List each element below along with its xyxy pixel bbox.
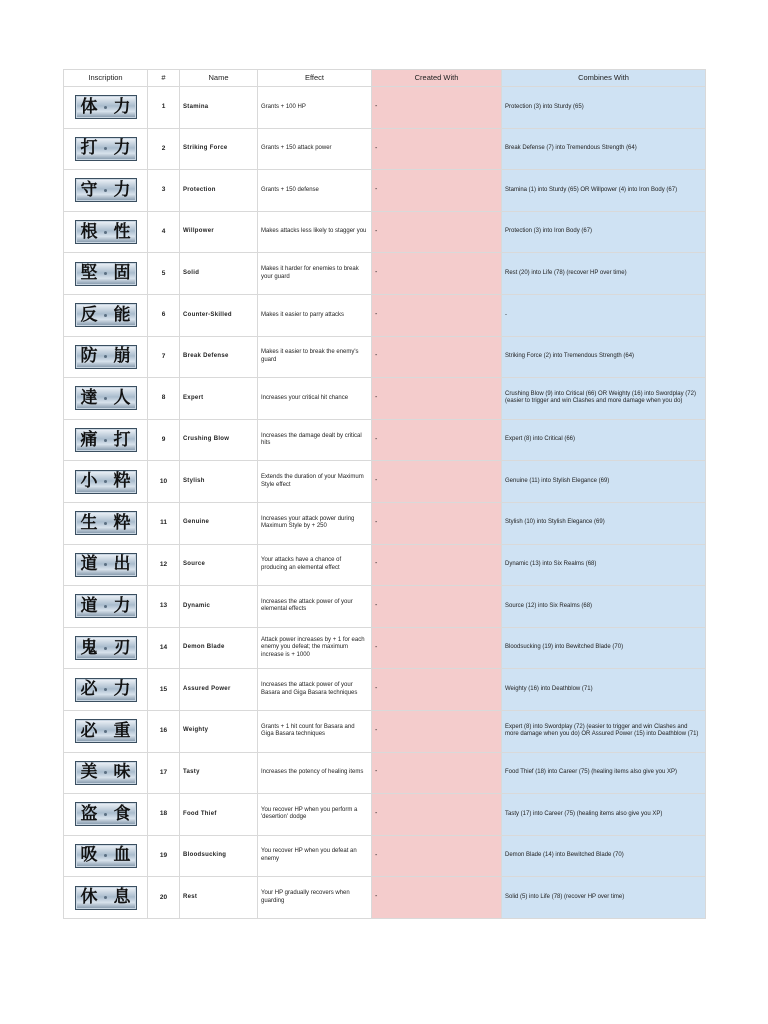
plate-dot xyxy=(104,522,107,525)
inscription-kanji-1: 生 xyxy=(80,512,98,533)
inscription-kanji-1: 守 xyxy=(80,179,98,200)
inscription-plate xyxy=(75,386,137,410)
row-number: 11 xyxy=(148,502,180,544)
inscription-cell xyxy=(64,835,148,877)
row-created-with: - xyxy=(372,461,502,503)
inscription-kanji-1: 吸 xyxy=(80,845,98,866)
inscription-cell xyxy=(64,752,148,794)
plate-dot xyxy=(104,688,107,691)
row-created-with: - xyxy=(372,794,502,836)
row-effect: Grants + 150 defense xyxy=(258,170,372,212)
inscription-cell xyxy=(64,170,148,212)
row-number: 7 xyxy=(148,336,180,378)
row-created-with: - xyxy=(372,835,502,877)
header-combines-with: Combines With xyxy=(502,70,706,87)
row-combines-with: Solid (5) into Life (78) (recover HP over time) xyxy=(502,877,706,919)
table-row xyxy=(64,627,706,669)
row-created-with: - xyxy=(372,627,502,669)
row-created-with: - xyxy=(372,586,502,628)
row-number: 9 xyxy=(148,419,180,461)
header-number: # xyxy=(148,70,180,87)
row-number: 5 xyxy=(148,253,180,295)
plate-dot xyxy=(104,771,107,774)
inscription-kanji-1: 盗 xyxy=(80,803,98,824)
table-row xyxy=(64,586,706,628)
table-row xyxy=(64,170,706,212)
row-number: 20 xyxy=(148,877,180,919)
row-combines-with: Protection (3) into Sturdy (65) xyxy=(502,87,706,129)
row-effect: You recover HP when you perform a 'desertion' dodge xyxy=(258,794,372,836)
row-name: Counter-Skilled xyxy=(180,294,258,336)
row-name: Protection xyxy=(180,170,258,212)
inscription-kanji-2: 粋 xyxy=(113,512,131,533)
row-created-with: - xyxy=(372,752,502,794)
inscription-plate xyxy=(75,345,137,369)
row-number: 2 xyxy=(148,128,180,170)
row-name: Dynamic xyxy=(180,586,258,628)
row-effect: Your attacks have a chance of producing an elemental effect xyxy=(258,544,372,586)
plate-dot xyxy=(104,189,107,192)
table-row xyxy=(64,128,706,170)
plate-dot xyxy=(104,231,107,234)
row-combines-with: Protection (3) into Iron Body (67) xyxy=(502,211,706,253)
inscription-kanji-2: 出 xyxy=(113,554,131,575)
row-effect: Extends the duration of your Maximum Style effect xyxy=(258,461,372,503)
row-effect: Makes it easier to break the enemy's guard xyxy=(258,336,372,378)
inscription-kanji-2: 能 xyxy=(113,304,131,325)
inscription-plate xyxy=(75,511,137,535)
row-combines-with: Expert (8) into Critical (66) xyxy=(502,419,706,461)
inscription-plate xyxy=(75,220,137,244)
plate-dot xyxy=(104,605,107,608)
inscription-kanji-1: 体 xyxy=(80,96,98,117)
inscription-plate xyxy=(75,137,137,161)
inscription-kanji-1: 鬼 xyxy=(80,637,98,658)
row-effect: Grants + 150 attack power xyxy=(258,128,372,170)
inscription-kanji-2: 味 xyxy=(113,762,131,783)
inscription-kanji-1: 根 xyxy=(80,221,98,242)
plate-dot xyxy=(104,480,107,483)
inscription-kanji-2: 食 xyxy=(113,803,131,824)
row-name: Rest xyxy=(180,877,258,919)
row-created-with: - xyxy=(372,877,502,919)
row-combines-with: Dynamic (13) into Six Realms (68) xyxy=(502,544,706,586)
inscription-kanji-2: 力 xyxy=(113,595,131,616)
row-combines-with: Weighty (16) into Deathblow (71) xyxy=(502,669,706,711)
row-created-with: - xyxy=(372,87,502,129)
table-row xyxy=(64,544,706,586)
inscription-kanji-1: 反 xyxy=(80,304,98,325)
plate-dot xyxy=(104,106,107,109)
row-effect: Grants + 1 hit count for Basara and Giga Basara techniques xyxy=(258,710,372,752)
row-number: 4 xyxy=(148,211,180,253)
row-combines-with: Stylish (10) into Stylish Elegance (69) xyxy=(502,502,706,544)
row-effect: Attack power increases by + 1 for each enemy you defeat; the maximum increase is + 1000 xyxy=(258,627,372,669)
inscription-kanji-2: 力 xyxy=(113,679,131,700)
inscription-plate xyxy=(75,470,137,494)
inscription-plate xyxy=(75,95,137,119)
row-number: 14 xyxy=(148,627,180,669)
inscription-plate xyxy=(75,844,137,868)
plate-dot xyxy=(104,355,107,358)
table-row xyxy=(64,752,706,794)
row-name: Food Thief xyxy=(180,794,258,836)
table-row xyxy=(64,378,706,420)
row-created-with: - xyxy=(372,128,502,170)
row-combines-with: Stamina (1) into Sturdy (65) OR Willpower (4) into Iron Body (67) xyxy=(502,170,706,212)
plate-dot xyxy=(104,647,107,650)
header-effect: Effect xyxy=(258,70,372,87)
inscription-kanji-1: 必 xyxy=(80,720,98,741)
plate-dot xyxy=(104,896,107,899)
row-combines-with: Food Thief (18) into Career (75) (healing items also give you XP) xyxy=(502,752,706,794)
row-name: Genuine xyxy=(180,502,258,544)
inscription-kanji-2: 重 xyxy=(113,720,131,741)
table-row xyxy=(64,461,706,503)
inscription-kanji-2: 血 xyxy=(113,845,131,866)
row-name: Willpower xyxy=(180,211,258,253)
row-effect: Grants + 100 HP xyxy=(258,87,372,129)
row-combines-with: Bloodsucking (19) into Bewitched Blade (70) xyxy=(502,627,706,669)
table-row xyxy=(64,211,706,253)
row-combines-with: Rest (20) into Life (78) (recover HP over time) xyxy=(502,253,706,295)
inscription-plate xyxy=(75,761,137,785)
inscription-kanji-1: 防 xyxy=(80,346,98,367)
inscription-plate xyxy=(75,262,137,286)
inscription-kanji-2: 粋 xyxy=(113,471,131,492)
row-combines-with: Demon Blade (14) into Bewitched Blade (70) xyxy=(502,835,706,877)
plate-dot xyxy=(104,730,107,733)
inscription-cell xyxy=(64,877,148,919)
row-effect: Increases your attack power during Maximum Style by + 250 xyxy=(258,502,372,544)
plate-dot xyxy=(104,439,107,442)
table-row xyxy=(64,419,706,461)
row-number: 15 xyxy=(148,669,180,711)
inscription-plate xyxy=(75,553,137,577)
row-created-with: - xyxy=(372,710,502,752)
inscription-cell xyxy=(64,586,148,628)
inscription-plate xyxy=(75,802,137,826)
row-combines-with: - xyxy=(502,294,706,336)
row-effect: Makes it harder for enemies to break your guard xyxy=(258,253,372,295)
row-name: Expert xyxy=(180,378,258,420)
inscription-cell xyxy=(64,87,148,129)
row-effect: Increases the damage dealt by critical hits xyxy=(258,419,372,461)
table-row xyxy=(64,294,706,336)
inscription-cell xyxy=(64,253,148,295)
inscription-cell xyxy=(64,502,148,544)
row-combines-with: Break Defense (7) into Tremendous Strength (64) xyxy=(502,128,706,170)
row-number: 18 xyxy=(148,794,180,836)
header-name: Name xyxy=(180,70,258,87)
row-name: Assured Power xyxy=(180,669,258,711)
plate-dot xyxy=(104,314,107,317)
table-row xyxy=(64,669,706,711)
inscription-kanji-1: 休 xyxy=(80,887,98,908)
row-created-with: - xyxy=(372,170,502,212)
row-combines-with: Tasty (17) into Career (75) (healing items also give you XP) xyxy=(502,794,706,836)
row-combines-with: Genuine (11) into Stylish Elegance (69) xyxy=(502,461,706,503)
inscription-kanji-2: 息 xyxy=(113,887,131,908)
inscription-cell xyxy=(64,669,148,711)
inscription-kanji-1: 小 xyxy=(80,471,98,492)
row-name: Crushing Blow xyxy=(180,419,258,461)
inscription-kanji-1: 痛 xyxy=(80,429,98,450)
row-number: 16 xyxy=(148,710,180,752)
inscription-kanji-1: 美 xyxy=(80,762,98,783)
table-row xyxy=(64,253,706,295)
inscription-kanji-2: 力 xyxy=(113,96,131,117)
row-effect: Makes attacks less likely to stagger you xyxy=(258,211,372,253)
row-created-with: - xyxy=(372,253,502,295)
table-row xyxy=(64,87,706,129)
inscription-kanji-2: 崩 xyxy=(113,346,131,367)
plate-dot xyxy=(104,147,107,150)
table-row xyxy=(64,835,706,877)
row-number: 17 xyxy=(148,752,180,794)
row-created-with: - xyxy=(372,544,502,586)
inscription-kanji-1: 道 xyxy=(80,595,98,616)
inscription-plate xyxy=(75,303,137,327)
row-number: 3 xyxy=(148,170,180,212)
inscription-plate xyxy=(75,636,137,660)
table-row xyxy=(64,336,706,378)
row-effect: Makes it easier to parry attacks xyxy=(258,294,372,336)
inscription-cell xyxy=(64,419,148,461)
row-created-with: - xyxy=(372,502,502,544)
row-number: 12 xyxy=(148,544,180,586)
inscription-plate xyxy=(75,678,137,702)
row-combines-with: Source (12) into Six Realms (68) xyxy=(502,586,706,628)
inscription-kanji-1: 必 xyxy=(80,679,98,700)
header-created-with: Created With xyxy=(372,70,502,87)
row-effect: Increases the potency of healing items xyxy=(258,752,372,794)
row-effect: Your HP gradually recovers when guarding xyxy=(258,877,372,919)
row-number: 19 xyxy=(148,835,180,877)
row-created-with: - xyxy=(372,378,502,420)
header-row xyxy=(64,70,706,87)
plate-dot xyxy=(104,272,107,275)
inscription-cell xyxy=(64,211,148,253)
inscription-cell xyxy=(64,294,148,336)
row-created-with: - xyxy=(372,336,502,378)
table-row xyxy=(64,794,706,836)
plate-dot xyxy=(104,813,107,816)
row-effect: Increases the attack power of your elemental effects xyxy=(258,586,372,628)
row-effect: You recover HP when you defeat an enemy xyxy=(258,835,372,877)
table-row xyxy=(64,710,706,752)
row-number: 8 xyxy=(148,378,180,420)
row-effect: Increases your critical hit chance xyxy=(258,378,372,420)
row-created-with: - xyxy=(372,419,502,461)
inscription-kanji-2: 力 xyxy=(113,179,131,200)
inscription-cell xyxy=(64,544,148,586)
inscription-plate xyxy=(75,886,137,910)
inscription-kanji-2: 性 xyxy=(113,221,131,242)
row-name: Source xyxy=(180,544,258,586)
row-created-with: - xyxy=(372,211,502,253)
inscription-cell xyxy=(64,128,148,170)
row-combines-with: Crushing Blow (9) into Critical (66) OR Weighty (16) into Swordplay (72) (easier to trigger and win Clashes and more damage when you do) xyxy=(502,378,706,420)
table-row xyxy=(64,877,706,919)
inscription-kanji-2: 力 xyxy=(113,138,131,159)
row-created-with: - xyxy=(372,669,502,711)
inscription-kanji-2: 固 xyxy=(113,263,131,284)
row-number: 6 xyxy=(148,294,180,336)
row-created-with: - xyxy=(372,294,502,336)
inscription-cell xyxy=(64,627,148,669)
row-number: 13 xyxy=(148,586,180,628)
row-number: 1 xyxy=(148,87,180,129)
plate-dot xyxy=(104,563,107,566)
inscription-cell xyxy=(64,336,148,378)
inscription-kanji-2: 人 xyxy=(113,387,131,408)
inscription-plate xyxy=(75,428,137,452)
inscription-cell xyxy=(64,794,148,836)
inscription-cell xyxy=(64,461,148,503)
row-name: Demon Blade xyxy=(180,627,258,669)
row-combines-with: Striking Force (2) into Tremendous Strength (64) xyxy=(502,336,706,378)
inscription-plate xyxy=(75,719,137,743)
row-number: 10 xyxy=(148,461,180,503)
inscription-kanji-1: 堅 xyxy=(80,263,98,284)
inscription-kanji-1: 道 xyxy=(80,554,98,575)
inscription-cell xyxy=(64,710,148,752)
plate-dot xyxy=(104,854,107,857)
row-name: Solid xyxy=(180,253,258,295)
inscription-kanji-1: 打 xyxy=(80,138,98,159)
inscription-kanji-1: 達 xyxy=(80,387,98,408)
header-inscription: Inscription xyxy=(64,70,148,87)
inscriptions-table xyxy=(63,69,706,919)
row-name: Stylish xyxy=(180,461,258,503)
row-combines-with: Expert (8) into Swordplay (72) (easier to trigger and win Clashes and more damage when you do) OR Assured Power (15) into Deathblow (71) xyxy=(502,710,706,752)
table-row xyxy=(64,502,706,544)
row-name: Striking Force xyxy=(180,128,258,170)
inscription-cell xyxy=(64,378,148,420)
inscription-kanji-2: 刃 xyxy=(113,637,131,658)
row-effect: Increases the attack power of your Basara and Giga Basara techniques xyxy=(258,669,372,711)
inscription-plate xyxy=(75,594,137,618)
plate-dot xyxy=(104,397,107,400)
row-name: Break Defense xyxy=(180,336,258,378)
inscription-kanji-2: 打 xyxy=(113,429,131,450)
inscriptions-sheet xyxy=(63,69,705,919)
row-name: Bloodsucking xyxy=(180,835,258,877)
inscription-plate xyxy=(75,178,137,202)
row-name: Weighty xyxy=(180,710,258,752)
row-name: Stamina xyxy=(180,87,258,129)
row-name: Tasty xyxy=(180,752,258,794)
